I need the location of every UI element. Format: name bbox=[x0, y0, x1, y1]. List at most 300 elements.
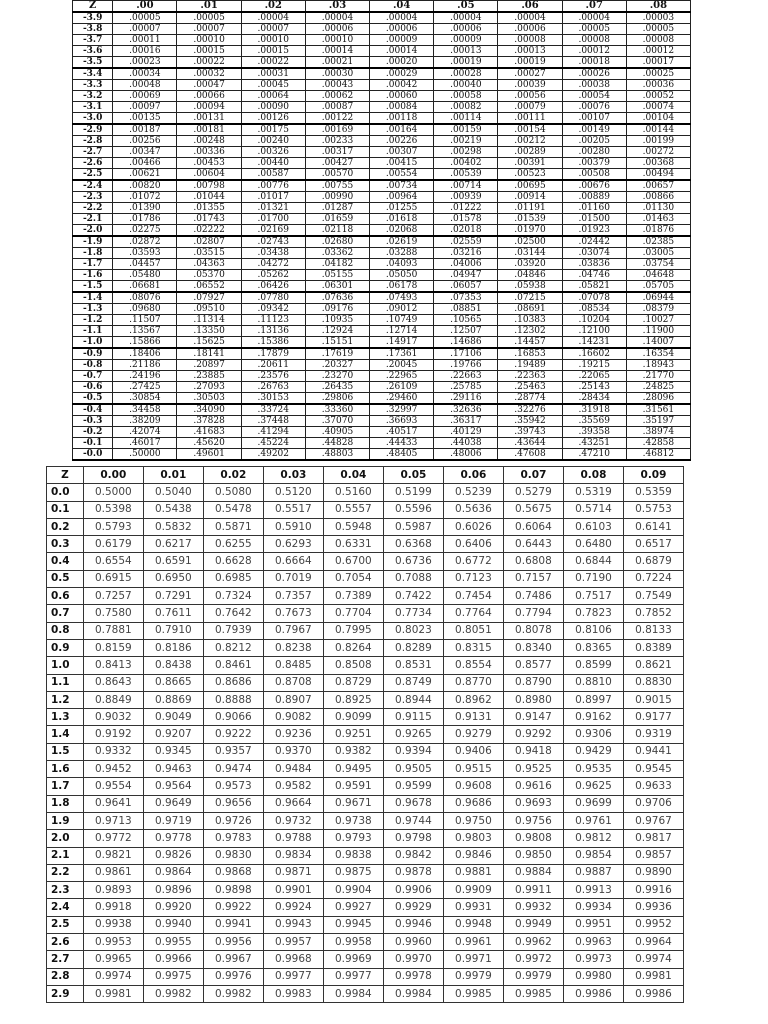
positive-probability-cell: 0.8729 bbox=[323, 674, 383, 691]
positive-probability-cell: 0.9826 bbox=[143, 847, 203, 864]
positive-probability-cell: 0.9357 bbox=[203, 743, 263, 760]
negative-probability-cell: .00006 bbox=[498, 24, 562, 35]
negative-probability-cell: .36317 bbox=[434, 416, 498, 427]
negative-probability-cell: .15386 bbox=[241, 337, 305, 349]
positive-probability-cell: 0.9964 bbox=[623, 934, 683, 951]
positive-probability-cell: 0.8810 bbox=[563, 674, 623, 691]
negative-probability-cell: .16602 bbox=[562, 348, 626, 360]
positive-probability-cell: 0.7549 bbox=[623, 588, 683, 605]
positive-probability-cell: 0.6480 bbox=[563, 536, 623, 553]
negative-probability-cell: .06301 bbox=[305, 281, 369, 293]
negative-probability-cell: .37448 bbox=[241, 416, 305, 427]
positive-probability-cell: 0.6950 bbox=[143, 570, 203, 587]
positive-probability-cell: 0.5120 bbox=[263, 484, 323, 501]
positive-probability-cell: 0.9808 bbox=[503, 830, 563, 847]
positive-probability-cell: 0.9956 bbox=[203, 934, 263, 951]
positive-probability-cell: 0.7580 bbox=[83, 605, 143, 622]
negative-column-header: .04 bbox=[370, 1, 434, 13]
negative-probability-cell: .06552 bbox=[177, 281, 241, 293]
negative-probability-cell: .05938 bbox=[498, 281, 562, 293]
negative-probability-cell: .00440 bbox=[241, 158, 305, 169]
negative-probability-cell: .03920 bbox=[498, 259, 562, 270]
negative-probability-cell: .01130 bbox=[626, 203, 690, 214]
positive-column-header: 0.03 bbox=[263, 467, 323, 484]
negative-probability-cell: .03216 bbox=[434, 248, 498, 259]
negative-probability-cell: .02500 bbox=[498, 236, 562, 248]
positive-probability-cell: 0.9934 bbox=[563, 899, 623, 916]
positive-probability-cell: 0.8830 bbox=[623, 674, 683, 691]
positive-probability-cell: 0.6844 bbox=[563, 553, 623, 570]
negative-probability-cell: .00006 bbox=[370, 24, 434, 35]
negative-probability-cell: .00076 bbox=[562, 102, 626, 113]
positive-probability-cell: 0.7157 bbox=[503, 570, 563, 587]
negative-probability-cell: .00820 bbox=[113, 180, 177, 192]
positive-probability-cell: 0.9955 bbox=[143, 934, 203, 951]
negative-probability-cell: .00019 bbox=[434, 57, 498, 69]
positive-probability-cell: 0.9850 bbox=[503, 847, 563, 864]
negative-probability-cell: .02068 bbox=[370, 225, 434, 237]
negative-probability-cell: .00427 bbox=[305, 158, 369, 169]
table-row bbox=[73, 270, 691, 281]
positive-probability-cell: 0.9983 bbox=[263, 985, 323, 1002]
negative-probability-cell: .01321 bbox=[241, 203, 305, 214]
positive-probability-cell: 0.9545 bbox=[623, 761, 683, 778]
negative-z-value: -0.1 bbox=[73, 438, 113, 449]
negative-probability-cell: .05705 bbox=[626, 281, 690, 293]
negative-probability-cell: .00657 bbox=[626, 180, 690, 192]
table-row bbox=[73, 236, 691, 248]
negative-probability-cell: .18943 bbox=[626, 360, 690, 371]
negative-probability-cell: .00205 bbox=[562, 136, 626, 147]
positive-probability-cell: 0.9066 bbox=[203, 709, 263, 726]
table-row bbox=[73, 292, 691, 304]
positive-z-value: 1.3 bbox=[47, 709, 84, 726]
table-row bbox=[47, 501, 684, 518]
negative-probability-cell: .32636 bbox=[434, 404, 498, 416]
positive-z-value: 2.7 bbox=[47, 951, 84, 968]
positive-probability-cell: 0.9678 bbox=[383, 795, 443, 812]
table-row bbox=[73, 360, 691, 371]
positive-probability-cell: 0.8849 bbox=[83, 691, 143, 708]
negative-probability-cell: .25463 bbox=[498, 382, 562, 393]
positive-probability-cell: 0.7794 bbox=[503, 605, 563, 622]
positive-probability-cell: 0.8790 bbox=[503, 674, 563, 691]
negative-probability-cell: .03754 bbox=[626, 259, 690, 270]
positive-probability-cell: 0.7823 bbox=[563, 605, 623, 622]
negative-probability-cell: .00554 bbox=[370, 169, 434, 181]
negative-probability-cell: .00052 bbox=[626, 91, 690, 102]
positive-probability-cell: 0.9484 bbox=[263, 761, 323, 778]
positive-probability-cell: 0.8888 bbox=[203, 691, 263, 708]
negative-probability-cell: .13567 bbox=[113, 326, 177, 337]
positive-probability-cell: 0.8749 bbox=[383, 674, 443, 691]
negative-probability-cell: .08534 bbox=[562, 304, 626, 315]
positive-probability-cell: 0.9147 bbox=[503, 709, 563, 726]
table-row bbox=[73, 24, 691, 35]
negative-probability-cell: .00032 bbox=[177, 68, 241, 80]
positive-probability-cell: 0.9916 bbox=[623, 882, 683, 899]
positive-probability-cell: 0.9966 bbox=[143, 951, 203, 968]
table-row bbox=[47, 951, 684, 968]
positive-probability-cell: 0.8770 bbox=[443, 674, 503, 691]
table-row bbox=[47, 622, 684, 639]
negative-probability-cell: .25785 bbox=[434, 382, 498, 393]
negative-probability-cell: .00007 bbox=[241, 24, 305, 35]
negative-probability-cell: .37070 bbox=[305, 416, 369, 427]
negative-probability-cell: .09342 bbox=[241, 304, 305, 315]
negative-probability-cell: .48006 bbox=[434, 449, 498, 461]
negative-probability-cell: .16853 bbox=[498, 348, 562, 360]
negative-z-table-body bbox=[73, 12, 691, 460]
negative-probability-cell: .39743 bbox=[498, 427, 562, 438]
table-row bbox=[47, 726, 684, 743]
negative-probability-cell: .11507 bbox=[113, 315, 177, 326]
negative-probability-cell: .27425 bbox=[113, 382, 177, 393]
positive-probability-cell: 0.6293 bbox=[263, 536, 323, 553]
negative-probability-cell: .42858 bbox=[626, 438, 690, 449]
positive-probability-cell: 0.7291 bbox=[143, 588, 203, 605]
negative-probability-cell: .02442 bbox=[562, 236, 626, 248]
positive-probability-cell: 0.8365 bbox=[563, 639, 623, 656]
positive-probability-cell: 0.9936 bbox=[623, 899, 683, 916]
table-row bbox=[73, 416, 691, 427]
negative-probability-cell: .00028 bbox=[434, 68, 498, 80]
negative-probability-cell: .12302 bbox=[498, 326, 562, 337]
positive-probability-cell: 0.8907 bbox=[263, 691, 323, 708]
table-row bbox=[47, 934, 684, 951]
positive-probability-cell: 0.9049 bbox=[143, 709, 203, 726]
negative-probability-cell: .05155 bbox=[305, 270, 369, 281]
positive-z-value: 2.4 bbox=[47, 899, 84, 916]
negative-z-value: -3.6 bbox=[73, 46, 113, 57]
table-row bbox=[47, 812, 684, 829]
table-row bbox=[47, 916, 684, 933]
positive-probability-cell: 0.9616 bbox=[503, 778, 563, 795]
negative-probability-cell: .00695 bbox=[498, 180, 562, 192]
negative-probability-cell: .09012 bbox=[370, 304, 434, 315]
positive-probability-cell: 0.7123 bbox=[443, 570, 503, 587]
negative-probability-cell: .00047 bbox=[177, 80, 241, 91]
negative-probability-cell: .00005 bbox=[626, 24, 690, 35]
table-row bbox=[73, 304, 691, 315]
positive-probability-cell: 0.5987 bbox=[383, 518, 443, 535]
negative-probability-cell: .00022 bbox=[241, 57, 305, 69]
negative-probability-cell: .45224 bbox=[241, 438, 305, 449]
negative-z-table-header-row bbox=[73, 1, 691, 13]
positive-probability-cell: 0.8665 bbox=[143, 674, 203, 691]
negative-probability-cell: .01578 bbox=[434, 214, 498, 225]
positive-probability-cell: 0.5319 bbox=[563, 484, 623, 501]
table-row bbox=[47, 484, 684, 501]
negative-z-table bbox=[72, 0, 691, 461]
negative-z-value: -0.9 bbox=[73, 348, 113, 360]
table-row bbox=[73, 371, 691, 382]
negative-probability-cell: .13136 bbox=[241, 326, 305, 337]
negative-probability-cell: .00012 bbox=[562, 46, 626, 57]
positive-probability-cell: 0.9306 bbox=[563, 726, 623, 743]
negative-probability-cell: .00007 bbox=[177, 24, 241, 35]
positive-probability-cell: 0.8577 bbox=[503, 657, 563, 674]
negative-z-value: -0.6 bbox=[73, 382, 113, 393]
positive-probability-cell: 0.9978 bbox=[383, 968, 443, 985]
table-row bbox=[47, 761, 684, 778]
positive-probability-cell: 0.5239 bbox=[443, 484, 503, 501]
positive-probability-cell: 0.9969 bbox=[323, 951, 383, 968]
positive-probability-cell: 0.9924 bbox=[263, 899, 323, 916]
positive-column-header: 0.02 bbox=[203, 467, 263, 484]
positive-probability-cell: 0.9474 bbox=[203, 761, 263, 778]
negative-z-value: -3.5 bbox=[73, 57, 113, 69]
negative-probability-cell: .24196 bbox=[113, 371, 177, 382]
negative-probability-cell: .00889 bbox=[562, 192, 626, 203]
positive-probability-cell: 0.9686 bbox=[443, 795, 503, 812]
table-row bbox=[73, 180, 691, 192]
negative-probability-cell: .28434 bbox=[562, 393, 626, 405]
negative-z-value: -3.7 bbox=[73, 35, 113, 46]
positive-probability-cell: 0.5517 bbox=[263, 501, 323, 518]
negative-probability-cell: .00004 bbox=[498, 12, 562, 24]
negative-probability-cell: .32997 bbox=[370, 404, 434, 416]
negative-probability-cell: .37828 bbox=[177, 416, 241, 427]
positive-probability-cell: 0.9599 bbox=[383, 778, 443, 795]
negative-probability-cell: .00866 bbox=[626, 192, 690, 203]
negative-probability-cell: .00019 bbox=[498, 57, 562, 69]
negative-probability-cell: .38974 bbox=[626, 427, 690, 438]
negative-probability-cell: .00010 bbox=[241, 35, 305, 46]
positive-probability-cell: 0.6915 bbox=[83, 570, 143, 587]
positive-probability-cell: 0.9332 bbox=[83, 743, 143, 760]
negative-z-value: -3.1 bbox=[73, 102, 113, 113]
negative-probability-cell: .30153 bbox=[241, 393, 305, 405]
negative-probability-cell: .00004 bbox=[562, 12, 626, 24]
negative-probability-cell: .10204 bbox=[562, 315, 626, 326]
negative-probability-cell: .40517 bbox=[370, 427, 434, 438]
negative-probability-cell: .00144 bbox=[626, 124, 690, 136]
negative-column-header: Z bbox=[73, 1, 113, 13]
negative-probability-cell: .01072 bbox=[113, 192, 177, 203]
negative-z-value: -0.7 bbox=[73, 371, 113, 382]
positive-probability-cell: 0.6103 bbox=[563, 518, 623, 535]
positive-probability-cell: 0.9505 bbox=[383, 761, 443, 778]
positive-probability-cell: 0.9901 bbox=[263, 882, 323, 899]
negative-probability-cell: .07215 bbox=[498, 292, 562, 304]
positive-probability-cell: 0.8554 bbox=[443, 657, 503, 674]
positive-probability-cell: 0.7967 bbox=[263, 622, 323, 639]
positive-probability-cell: 0.9633 bbox=[623, 778, 683, 795]
negative-probability-cell: .01287 bbox=[305, 203, 369, 214]
positive-probability-cell: 0.6443 bbox=[503, 536, 563, 553]
negative-probability-cell: .02222 bbox=[177, 225, 241, 237]
negative-probability-cell: .44828 bbox=[305, 438, 369, 449]
negative-probability-cell: .00064 bbox=[241, 91, 305, 102]
positive-probability-cell: 0.9981 bbox=[83, 985, 143, 1002]
negative-probability-cell: .00034 bbox=[113, 68, 177, 80]
negative-probability-cell: .28774 bbox=[498, 393, 562, 405]
positive-probability-cell: 0.9564 bbox=[143, 778, 203, 795]
negative-column-header: .07 bbox=[562, 1, 626, 13]
positive-z-table-body bbox=[47, 484, 684, 1003]
positive-z-value: 2.8 bbox=[47, 968, 84, 985]
positive-probability-cell: 0.9974 bbox=[623, 951, 683, 968]
positive-probability-cell: 0.8413 bbox=[83, 657, 143, 674]
negative-probability-cell: .13350 bbox=[177, 326, 241, 337]
positive-probability-cell: 0.9893 bbox=[83, 882, 143, 899]
negative-probability-cell: .22065 bbox=[562, 371, 626, 382]
table-row bbox=[73, 225, 691, 237]
negative-probability-cell: .01390 bbox=[113, 203, 177, 214]
positive-probability-cell: 0.7324 bbox=[203, 588, 263, 605]
positive-probability-cell: 0.6368 bbox=[383, 536, 443, 553]
positive-probability-cell: 0.6217 bbox=[143, 536, 203, 553]
negative-probability-cell: .00012 bbox=[626, 46, 690, 57]
negative-probability-cell: .00336 bbox=[177, 147, 241, 158]
negative-probability-cell: .01463 bbox=[626, 214, 690, 225]
positive-probability-cell: 0.9641 bbox=[83, 795, 143, 812]
table-row bbox=[47, 674, 684, 691]
positive-probability-cell: 0.7734 bbox=[383, 605, 443, 622]
positive-probability-cell: 0.9975 bbox=[143, 968, 203, 985]
negative-probability-cell: .00298 bbox=[434, 147, 498, 158]
positive-z-value: 0.5 bbox=[47, 570, 84, 587]
positive-probability-cell: 0.9986 bbox=[623, 985, 683, 1002]
negative-probability-cell: .00126 bbox=[241, 113, 305, 125]
negative-probability-cell: .10749 bbox=[370, 315, 434, 326]
positive-probability-cell: 0.9962 bbox=[503, 934, 563, 951]
negative-probability-cell: .22663 bbox=[434, 371, 498, 382]
negative-probability-cell: .46017 bbox=[113, 438, 177, 449]
positive-probability-cell: 0.9982 bbox=[203, 985, 263, 1002]
positive-z-value: 0.2 bbox=[47, 518, 84, 535]
negative-probability-cell: .00107 bbox=[562, 113, 626, 125]
negative-probability-cell: .14007 bbox=[626, 337, 690, 349]
negative-probability-cell: .38209 bbox=[113, 416, 177, 427]
positive-probability-cell: 0.5753 bbox=[623, 501, 683, 518]
positive-probability-cell: 0.9938 bbox=[83, 916, 143, 933]
positive-probability-cell: 0.8643 bbox=[83, 674, 143, 691]
negative-probability-cell: .00990 bbox=[305, 192, 369, 203]
negative-probability-cell: .00005 bbox=[177, 12, 241, 24]
positive-probability-cell: 0.9967 bbox=[203, 951, 263, 968]
negative-z-value: -3.2 bbox=[73, 91, 113, 102]
positive-probability-cell: 0.9949 bbox=[503, 916, 563, 933]
positive-probability-cell: 0.8186 bbox=[143, 639, 203, 656]
positive-column-header: 0.00 bbox=[83, 467, 143, 484]
negative-probability-cell: .00022 bbox=[177, 57, 241, 69]
negative-z-value: -3.8 bbox=[73, 24, 113, 35]
negative-probability-cell: .29806 bbox=[305, 393, 369, 405]
negative-probability-cell: .26109 bbox=[370, 382, 434, 393]
table-row bbox=[73, 382, 691, 393]
negative-probability-cell: .00097 bbox=[113, 102, 177, 113]
negative-probability-cell: .03144 bbox=[498, 248, 562, 259]
negative-probability-cell: .03074 bbox=[562, 248, 626, 259]
table-row bbox=[73, 315, 691, 326]
positive-probability-cell: 0.8621 bbox=[623, 657, 683, 674]
negative-probability-cell: .00048 bbox=[113, 80, 177, 91]
negative-probability-cell: .00212 bbox=[498, 136, 562, 147]
negative-probability-cell: .00494 bbox=[626, 169, 690, 181]
negative-probability-cell: .00317 bbox=[305, 147, 369, 158]
negative-probability-cell: .00017 bbox=[626, 57, 690, 69]
positive-probability-cell: 0.9931 bbox=[443, 899, 503, 916]
negative-probability-cell: .20611 bbox=[241, 360, 305, 371]
positive-z-value: 2.6 bbox=[47, 934, 84, 951]
negative-probability-cell: .01970 bbox=[498, 225, 562, 237]
negative-probability-cell: .00169 bbox=[305, 124, 369, 136]
positive-probability-cell: 0.9940 bbox=[143, 916, 203, 933]
negative-probability-cell: .00240 bbox=[241, 136, 305, 147]
positive-probability-cell: 0.9812 bbox=[563, 830, 623, 847]
positive-z-value: 2.9 bbox=[47, 985, 84, 1002]
negative-probability-cell: .00084 bbox=[370, 102, 434, 113]
positive-z-value: 0.9 bbox=[47, 639, 84, 656]
negative-probability-cell: .00104 bbox=[626, 113, 690, 125]
positive-probability-cell: 0.9957 bbox=[263, 934, 323, 951]
table-row bbox=[47, 968, 684, 985]
negative-probability-cell: .25143 bbox=[562, 382, 626, 393]
positive-probability-cell: 0.9222 bbox=[203, 726, 263, 743]
negative-z-value: -1.0 bbox=[73, 337, 113, 349]
negative-probability-cell: .00045 bbox=[241, 80, 305, 91]
positive-probability-cell: 0.9744 bbox=[383, 812, 443, 829]
positive-probability-cell: 0.9625 bbox=[563, 778, 623, 795]
positive-probability-cell: 0.8340 bbox=[503, 639, 563, 656]
negative-z-value: -1.6 bbox=[73, 270, 113, 281]
positive-probability-cell: 0.5636 bbox=[443, 501, 503, 518]
positive-probability-cell: 0.6736 bbox=[383, 553, 443, 570]
negative-probability-cell: .10935 bbox=[305, 315, 369, 326]
positive-z-table bbox=[46, 466, 684, 1003]
negative-probability-cell: .21186 bbox=[113, 360, 177, 371]
positive-z-value: 1.4 bbox=[47, 726, 84, 743]
negative-probability-cell: .08076 bbox=[113, 292, 177, 304]
negative-probability-cell: .00131 bbox=[177, 113, 241, 125]
negative-probability-cell: .20045 bbox=[370, 360, 434, 371]
positive-probability-cell: 0.9732 bbox=[263, 812, 323, 829]
negative-probability-cell: .00026 bbox=[562, 68, 626, 80]
positive-probability-cell: 0.9881 bbox=[443, 864, 503, 881]
negative-probability-cell: .00031 bbox=[241, 68, 305, 80]
negative-probability-cell: .29460 bbox=[370, 393, 434, 405]
positive-column-header: 0.04 bbox=[323, 467, 383, 484]
positive-probability-cell: 0.6591 bbox=[143, 553, 203, 570]
negative-column-header: .00 bbox=[113, 1, 177, 13]
table-row bbox=[47, 795, 684, 812]
negative-probability-cell: .00090 bbox=[241, 102, 305, 113]
negative-probability-cell: .04746 bbox=[562, 270, 626, 281]
negative-probability-cell: .03288 bbox=[370, 248, 434, 259]
positive-probability-cell: 0.9918 bbox=[83, 899, 143, 916]
table-row bbox=[73, 57, 691, 69]
table-row bbox=[73, 192, 691, 203]
negative-probability-cell: .00379 bbox=[562, 158, 626, 169]
positive-probability-cell: 0.6985 bbox=[203, 570, 263, 587]
positive-probability-cell: 0.6879 bbox=[623, 553, 683, 570]
negative-probability-cell: .00006 bbox=[305, 24, 369, 35]
positive-probability-cell: 0.7454 bbox=[443, 588, 503, 605]
positive-probability-cell: 0.9943 bbox=[263, 916, 323, 933]
table-row bbox=[73, 393, 691, 405]
negative-probability-cell: .07780 bbox=[241, 292, 305, 304]
positive-probability-cell: 0.5948 bbox=[323, 518, 383, 535]
negative-probability-cell: .00025 bbox=[626, 68, 690, 80]
negative-z-value: -1.4 bbox=[73, 292, 113, 304]
positive-probability-cell: 0.9319 bbox=[623, 726, 683, 743]
table-row bbox=[47, 691, 684, 708]
table-row bbox=[73, 348, 691, 360]
negative-z-value: -1.8 bbox=[73, 248, 113, 259]
negative-probability-cell: .18406 bbox=[113, 348, 177, 360]
